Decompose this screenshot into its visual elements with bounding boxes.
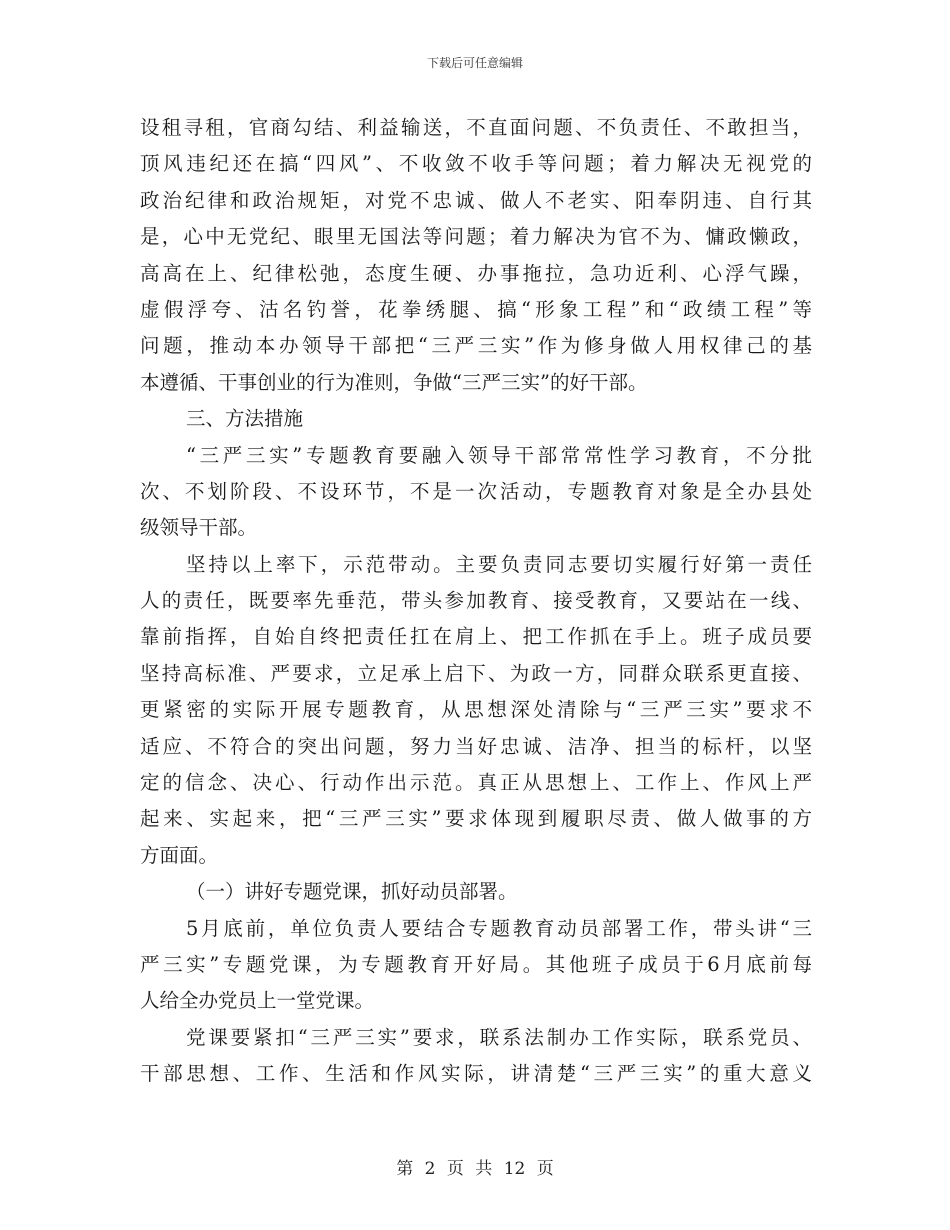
text-line: 方面面。 [140, 843, 219, 867]
text-line: （一）讲好专题党课，抓好动员部署。 [186, 880, 518, 904]
text-line: 三、方法措施 [186, 407, 304, 431]
page-footer: 第 2 页 共 12 页 [396, 1159, 554, 1179]
text-line: 设租寻租，官商勾结、利益输送，不直面问题、不负责任、不敢担当， [140, 116, 812, 139]
text-line: 党课要紧扣“三严三实”要求，联系法制办工作实际，联系党员、 [186, 1025, 812, 1049]
text-line: 政治纪律和政治规矩，对党不忠诚、做人不老实、阳奉阴违、自行其 [140, 188, 812, 212]
text-line: 5月底前，单位负责人要结合专题教育动员部署工作，带头讲“三 [186, 916, 812, 940]
text-line: 虚假浮夸、沽名钓誉，花拳绣腿、搞“形象工程”和“政绩工程”等 [140, 297, 812, 321]
text-line: 本遵循、干事创业的行为准则，争做“三严三实”的好干部。 [140, 370, 648, 394]
text-line: 是，心中无党纪、眼里无国法等问题；着力解决为官不为、慵政懒政， [140, 225, 812, 249]
text-line: 干部思想、工作、生活和作风实际，讲清楚“三严三实”的重大意义 [140, 1062, 812, 1086]
text-line: 问题，推动本办领导干部把“三严三实”作为修身做人用权律己的基 [140, 334, 812, 358]
text-line: 靠前指挥，自始自终把责任扛在肩上、把工作抓在手上。班子成员要 [140, 625, 812, 649]
text-line: 更紧密的实际开展专题教育，从思想深处清除与“三严三实”要求不 [140, 698, 812, 722]
text-line: 人的责任，既要率先垂范，带头参加教育、接受教育，又要站在一线、 [140, 589, 812, 613]
text-line: 坚持以上率下，示范带动。主要负责同志要切实履行好第一责任 [186, 552, 812, 576]
text-line: 定的信念、决心、行动作出示范。真正从思想上、工作上、作风上严 [140, 771, 812, 795]
text-line: 顶风违纪还在搞“四风”、不收敛不收手等问题；着力解决无视党的 [140, 152, 812, 176]
text-line: 适应、不符合的突出问题，努力当好忠诚、洁净、担当的标杆，以坚 [140, 734, 812, 758]
page-header: 下载后可任意编辑 [426, 56, 523, 70]
text-line: 级领导干部。 [140, 516, 258, 540]
text-line: 起来、实起来，把“三严三实”要求体现到履职尽责、做人做事的方 [140, 807, 812, 831]
text-line: 人给全办党员上一堂党课。 [140, 989, 375, 1013]
text-line: 次、不划阶段、不设环节，不是一次活动，专题教育对象是全办县处 [140, 479, 812, 503]
document-body [140, 110, 812, 1093]
text-line: 坚持高标准、严要求，立足承上启下、为政一方，同群众联系更直接、 [140, 661, 812, 685]
text-line: “三严三实”专题教育要融入领导干部常常性学习教育，不分批 [186, 443, 812, 467]
text-line: 严三实”专题党课，为专题教育开好局。其他班子成员于6月底前每 [140, 952, 812, 976]
text-line: 高高在上、纪律松弛，态度生硬、办事拖拉，急功近利、心浮气躁， [140, 261, 812, 285]
